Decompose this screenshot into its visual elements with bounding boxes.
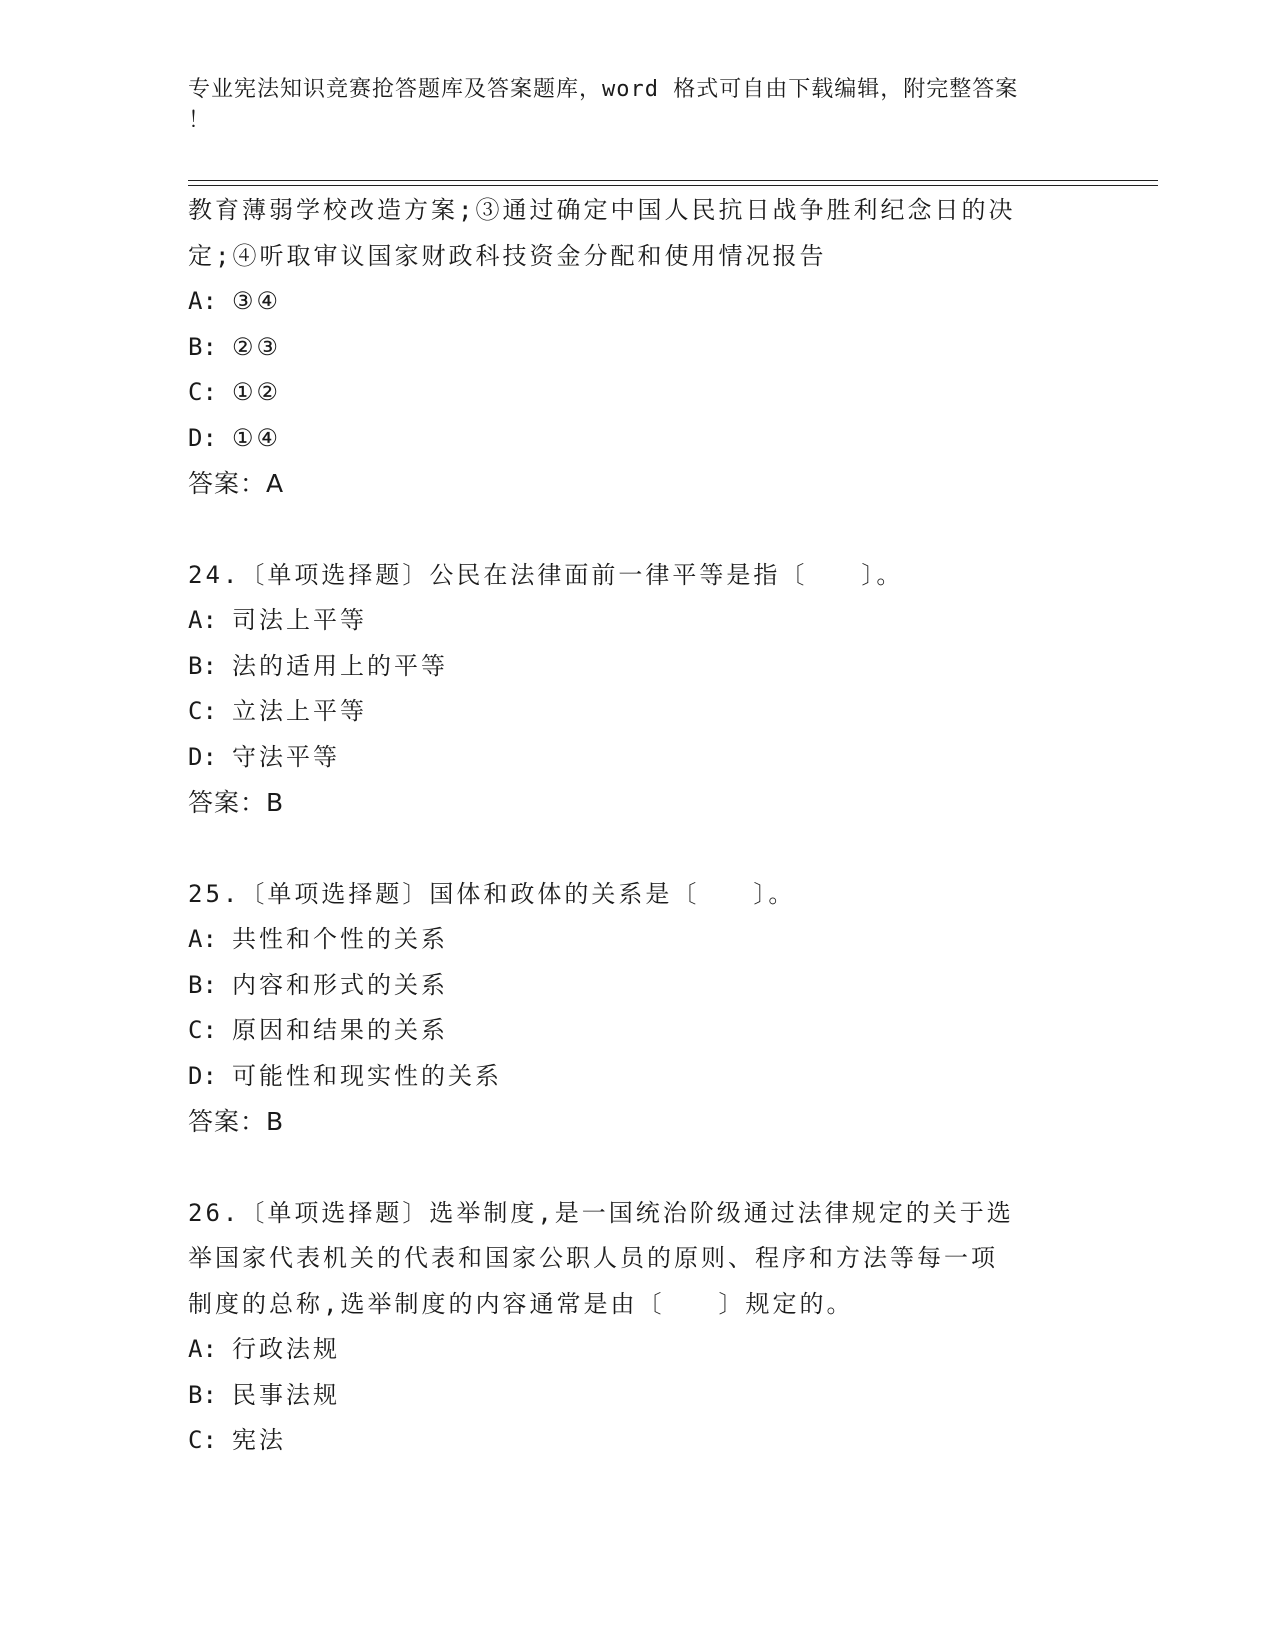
question-stem-line: 教育薄弱学校改造方案;③通过确定中国人民抗日战争胜利纪念日的决 [188,196,1016,224]
question-stem-line: 定;④听取审议国家财政科技资金分配和使用情况报告 [188,241,827,270]
option-text: 可能性和现实性的关系 [232,1061,502,1090]
question-25 [188,872,1088,1145]
option-a [188,1327,1088,1373]
question-26 [188,1191,1088,1464]
option-c [188,1418,1088,1464]
option-letter: C: [188,1426,217,1454]
option-text: 守法平等 [232,742,340,771]
option-d [188,416,1088,462]
question-stem-line: 制度的总称,选举制度的内容通常是由〔 〕规定的。 [188,1289,854,1318]
option-b [188,1373,1088,1419]
option-letter: A: [188,925,217,953]
option-text: 内容和形式的关系 [232,970,448,999]
option-text: 宪法 [232,1426,286,1454]
option-letter: C: [188,697,217,725]
option-letter: D: [188,742,217,771]
option-text: ①② [232,378,282,406]
option-letter: A: [188,606,217,634]
option-a [188,598,1088,644]
header-divider-bottom [188,185,1158,186]
option-text: ③④ [232,287,282,315]
option-letter: B: [188,651,217,680]
option-letter: D: [188,1061,217,1090]
option-letter: B: [188,1380,217,1409]
option-text: ①④ [232,423,282,452]
option-letter: C: [188,378,217,406]
option-text: 原因和结果的关系 [232,1016,448,1044]
option-text: 民事法规 [232,1380,340,1409]
option-letter: B: [188,970,217,999]
option-a [188,917,1088,963]
question-stem-line: 举国家代表机关的代表和国家公职人员的原则、程序和方法等每一项 [188,1244,998,1272]
document-body [188,188,1088,1464]
option-d [188,735,1088,781]
option-a [188,279,1088,325]
page-header [188,74,1068,136]
spacer [188,507,1088,553]
question-stem-line: 26.〔单项选择题〕选举制度,是一国统治阶级通过法律规定的关于选 [188,1198,1014,1227]
header-divider-top [188,180,1158,181]
answer-line: 答案：B [188,1107,285,1136]
option-letter: D: [188,423,217,452]
header-title-line2: ！ [188,108,212,133]
option-letter: A: [188,1335,217,1363]
option-letter: A: [188,287,217,315]
spacer [188,1145,1088,1191]
answer-line: 答案：B [188,788,285,817]
option-c [188,370,1088,416]
option-c [188,689,1088,735]
option-b [188,644,1088,690]
option-b [188,325,1088,371]
answer-line: 答案：A [188,469,285,498]
question-stem-line: 24.〔单项选择题〕公民在法律面前一律平等是指〔 〕。 [188,560,904,589]
option-text: 共性和个性的关系 [232,925,448,953]
question-stem-line: 25.〔单项选择题〕国体和政体的关系是〔 〕。 [188,879,796,908]
header-title-line1: 专业宪法知识竞赛抢答题库及答案题库，word 格式可自由下载编辑，附完整答案 [188,77,1019,102]
option-b [188,963,1088,1009]
spacer [188,826,1088,872]
option-text: ②③ [232,332,282,361]
option-text: 法的适用上的平等 [232,651,448,680]
option-letter: B: [188,332,217,361]
option-c [188,1008,1088,1054]
question-24 [188,553,1088,826]
question-23 [188,188,1088,507]
option-letter: C: [188,1016,217,1044]
option-text: 立法上平等 [232,697,367,725]
option-text: 司法上平等 [232,606,367,634]
option-d [188,1054,1088,1100]
option-text: 行政法规 [232,1335,340,1363]
